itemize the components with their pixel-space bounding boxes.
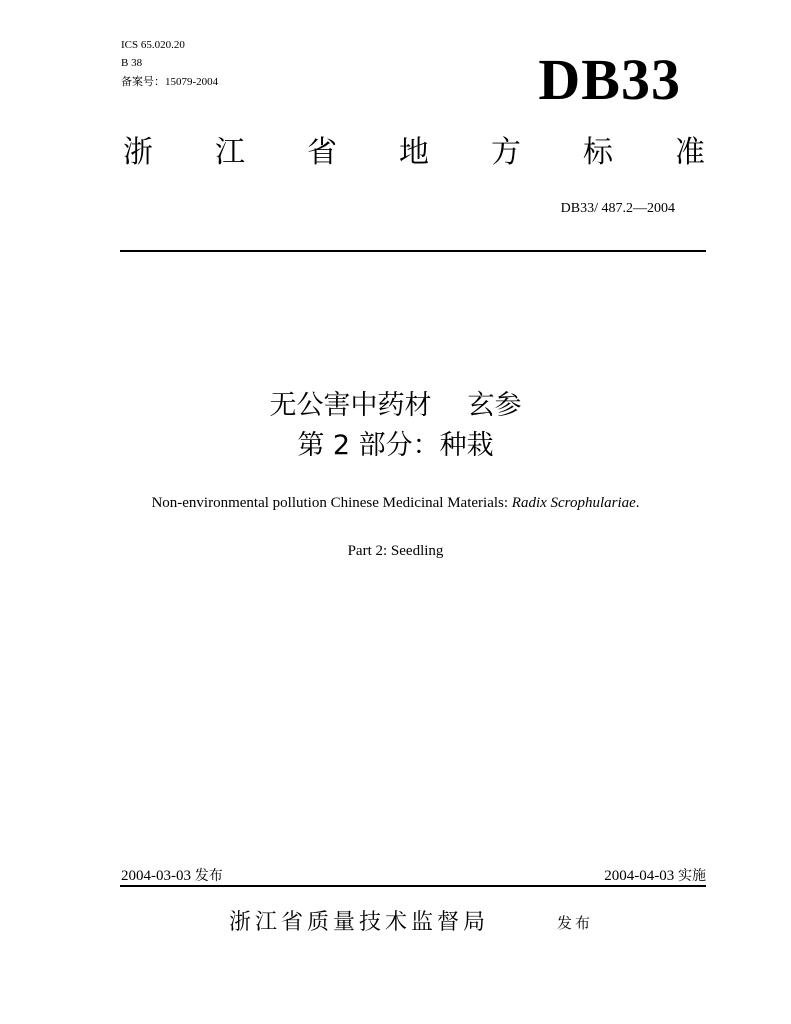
issuer-suffix: 发布	[557, 914, 594, 932]
english-title-text: Non-environmental pollution Chinese Medicinal Materials:	[151, 495, 512, 511]
standard-number: DB33/ 487.2—2004	[560, 201, 675, 216]
standard-type-char: 浙	[123, 135, 153, 170]
english-part-title: Part 2: Seedling	[347, 543, 444, 559]
standard-type-char: 地	[399, 135, 429, 170]
main-title-line2: 第 2 部分：种栽	[297, 430, 494, 461]
standard-type-char: 标	[583, 135, 613, 170]
implement-date-value: 2004-04-03	[604, 868, 675, 884]
bottom-divider	[120, 885, 706, 887]
issuing-authority: 浙江省质量技术监督局	[229, 910, 490, 935]
main-title-line1	[0, 388, 791, 424]
standard-type-char: 准	[675, 135, 705, 170]
publish-label: 发布	[194, 868, 223, 884]
implement-label: 实施	[678, 868, 706, 884]
standard-type-char: 方	[491, 135, 521, 170]
top-divider	[120, 250, 706, 252]
standard-type-title	[120, 133, 708, 173]
publish-date	[121, 866, 223, 886]
record-number: 备案号：15079-2004	[121, 76, 219, 88]
category-code: B 38	[121, 57, 143, 69]
standard-type-char: 省	[307, 135, 337, 170]
english-title	[0, 493, 791, 513]
title-product: 无公害中药材	[269, 390, 432, 421]
implement-date	[604, 866, 706, 886]
publish-date-value: 2004-03-03	[121, 868, 191, 884]
english-latin-name: Radix Scrophulariae	[511, 495, 636, 511]
standard-type-char: 江	[215, 135, 245, 170]
english-title-end: .	[635, 495, 640, 511]
ics-code: ICS 65.020.20	[121, 39, 185, 51]
db-code-logo: DB33	[538, 47, 681, 112]
title-herb: 玄参	[467, 390, 522, 421]
